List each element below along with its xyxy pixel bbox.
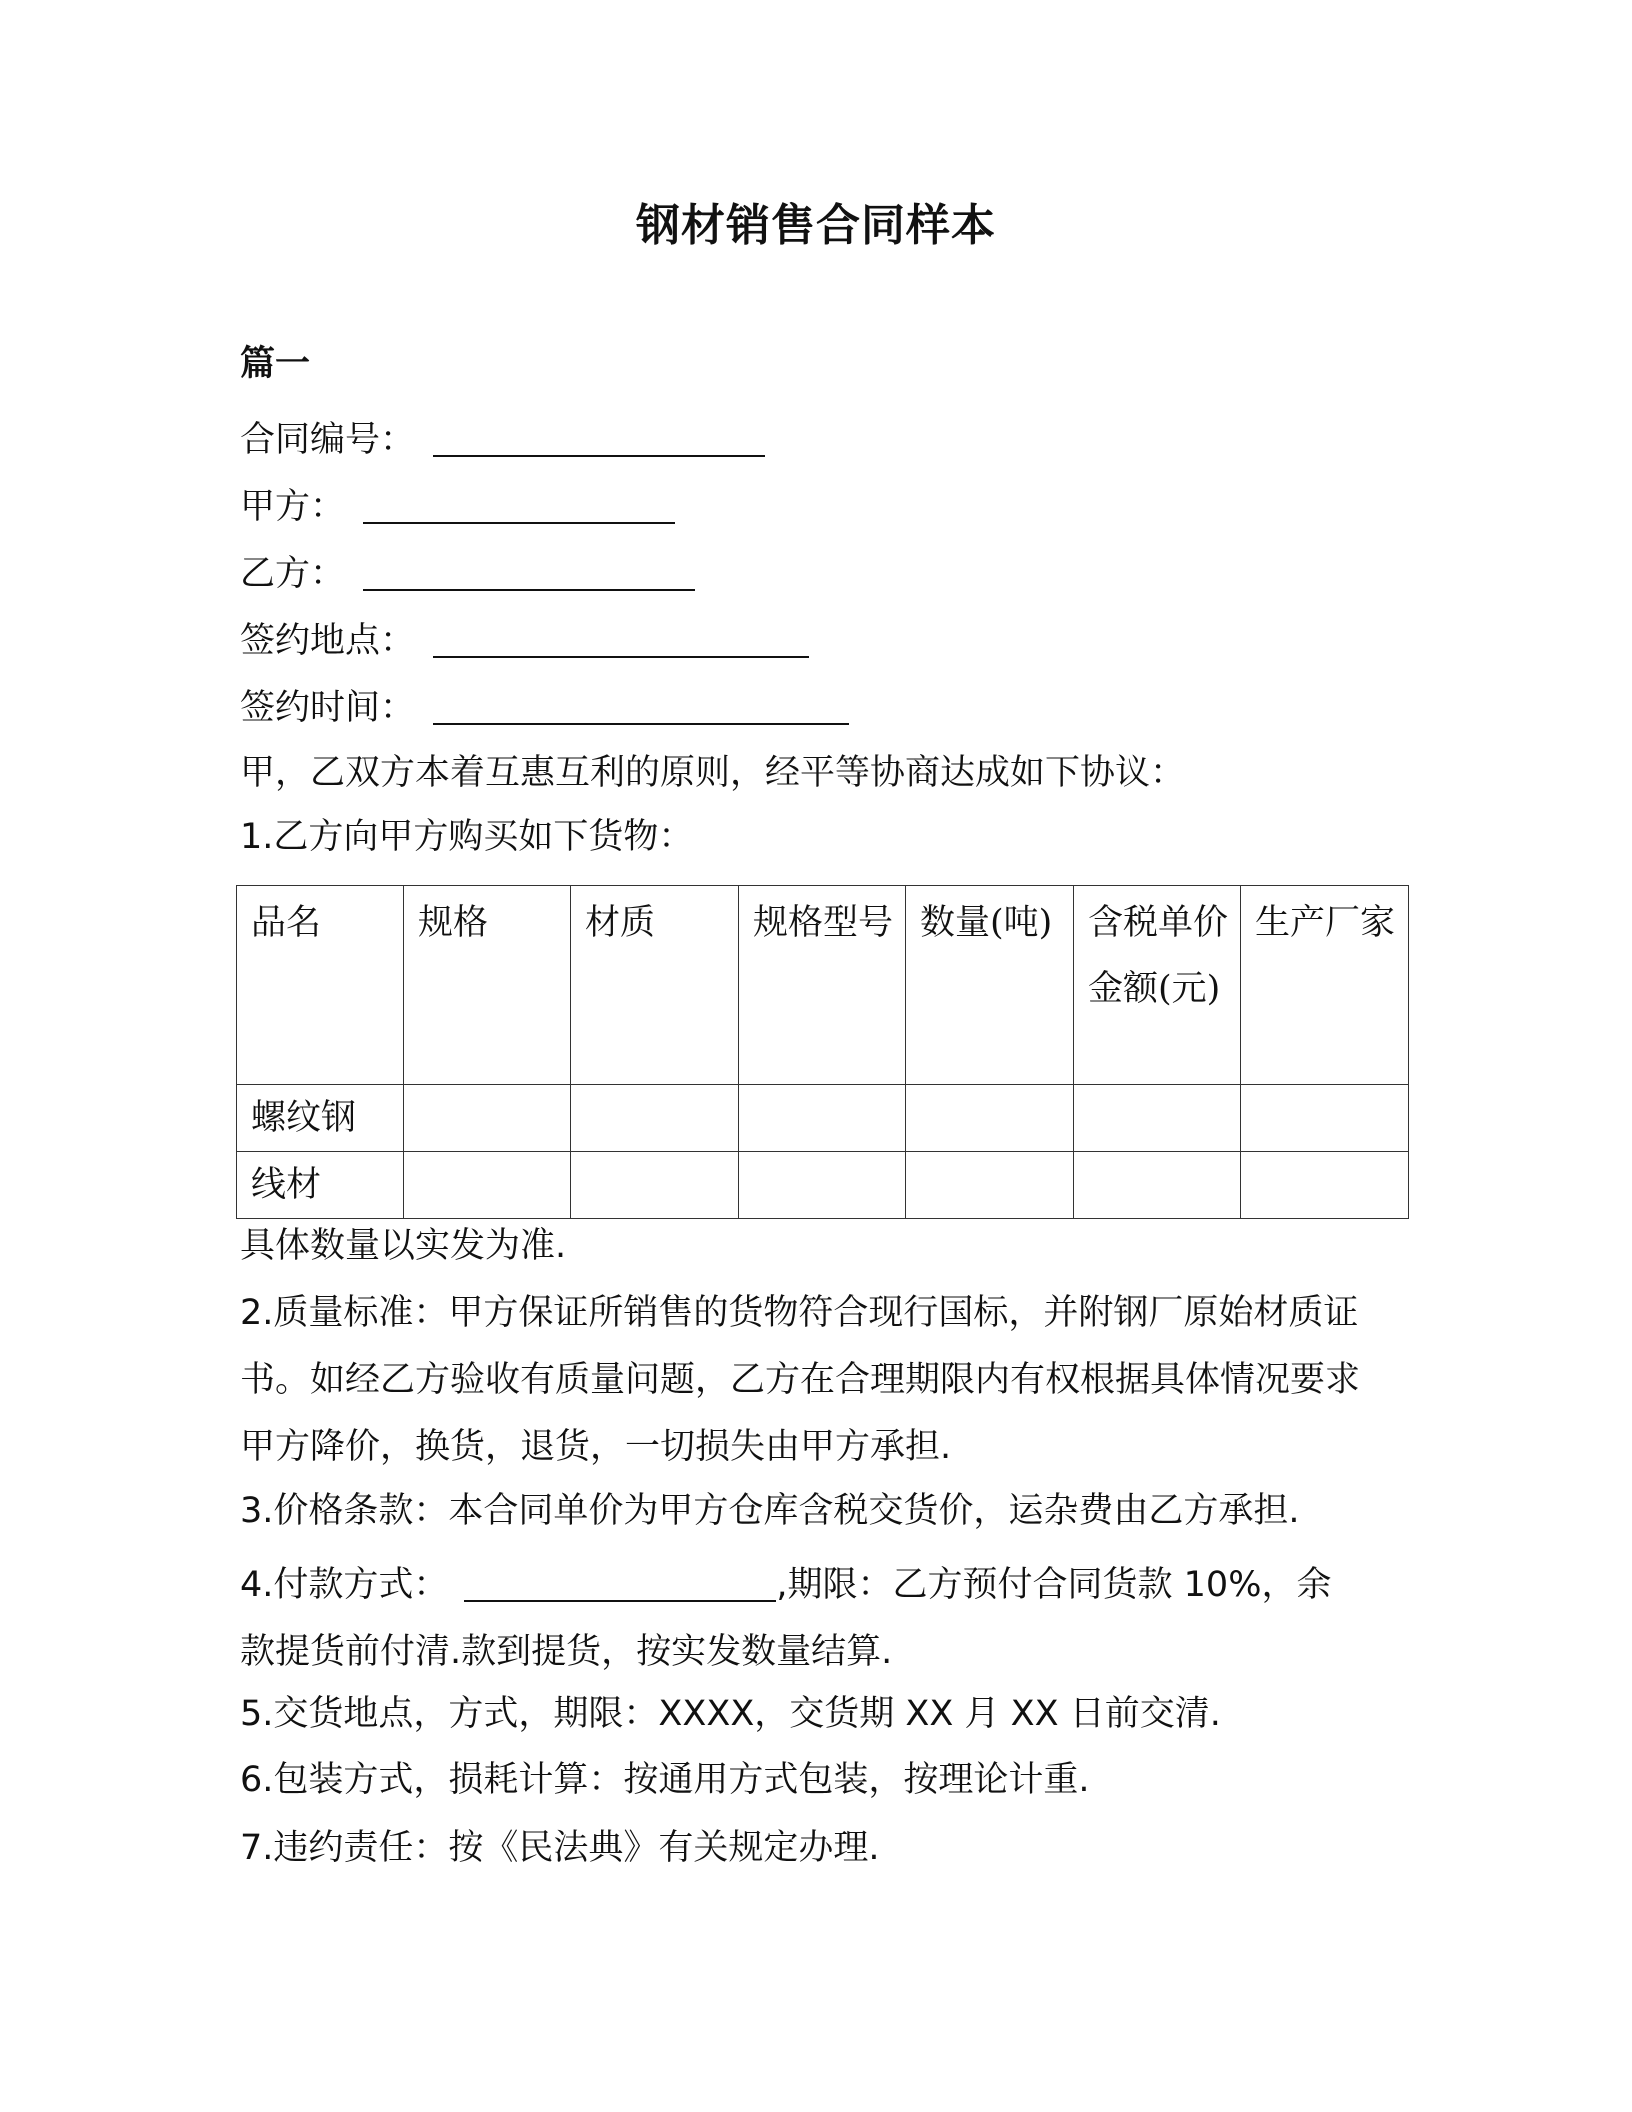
clause-5: 5.交货地点，方式，期限：XXXX，交货期 XX 月 XX 日前交清. xyxy=(240,1694,1221,1734)
clause-4 xyxy=(240,1552,1360,1686)
table-header-cell: 品名 xyxy=(237,886,404,1085)
sign-time-row xyxy=(240,684,849,732)
payment-method-blank xyxy=(464,1564,776,1602)
table-header-cell: 数量(吨) xyxy=(906,886,1074,1085)
table-row xyxy=(237,1085,1409,1152)
clause-1: 1.乙方向甲方购买如下货物： xyxy=(240,817,694,857)
table-cell xyxy=(906,1152,1074,1219)
table-cell: 螺纹钢 xyxy=(237,1085,404,1152)
table-cell xyxy=(1241,1085,1409,1152)
clause-6: 6.包装方式，损耗计算：按通用方式包装，按理论计重. xyxy=(240,1760,1090,1800)
table-cell: 线材 xyxy=(237,1152,404,1219)
table-header-cell: 规格 xyxy=(404,886,571,1085)
section-heading: 篇一 xyxy=(240,344,311,384)
clause-2: 2.质量标准：甲方保证所销售的货物符合现行国标，并附钢厂原始材质证书。如经乙方验收有质量问题，乙方在合理期限内有权根据具体情况要求甲方降价，换货，退货，一切损失由甲方承担. xyxy=(240,1293,1361,1467)
clause-3: 3.价格条款：本合同单价为甲方仓库含税交货价，运杂费由乙方承担. xyxy=(240,1491,1300,1531)
table-cell xyxy=(739,1152,906,1219)
party-a-blank xyxy=(363,486,675,524)
goods-table xyxy=(236,885,1409,1219)
sign-place-row xyxy=(240,617,809,665)
party-b-blank xyxy=(363,553,695,591)
contract-number-row xyxy=(240,416,765,464)
party-a-row xyxy=(240,483,675,531)
clause-4-prefix: 4.付款方式： xyxy=(240,1565,449,1605)
table-row xyxy=(237,1152,1409,1219)
table-cell xyxy=(1074,1085,1241,1152)
table-header-cell: 含税单价金额(元) xyxy=(1074,886,1241,1085)
sign-place-label: 签约地点： xyxy=(240,621,416,661)
table-cell xyxy=(1074,1152,1241,1219)
sign-time-blank xyxy=(433,687,849,725)
document-title: 钢材销售合同样本 xyxy=(636,200,996,251)
quantity-note: 具体数量以实发为准. xyxy=(240,1226,567,1266)
table-header-cell: 规格型号 xyxy=(739,886,906,1085)
party-b-row xyxy=(240,550,695,598)
table-cell xyxy=(404,1085,571,1152)
table-cell xyxy=(571,1085,739,1152)
table-cell xyxy=(571,1152,739,1219)
party-b-label: 乙方： xyxy=(240,554,346,594)
clause-7: 7.违约责任：按《民法典》有关规定办理. xyxy=(240,1828,880,1868)
contract-number-label: 合同编号： xyxy=(240,420,416,460)
sign-place-blank xyxy=(433,620,809,658)
table-header-cell: 生产厂家 xyxy=(1241,886,1409,1085)
table-cell xyxy=(739,1085,906,1152)
intro-text: 甲，乙双方本着互惠互利的原则，经平等协商达成如下协议： xyxy=(240,753,1186,793)
contract-number-blank xyxy=(433,419,765,457)
table-cell xyxy=(1241,1152,1409,1219)
clause-4-suffix: ,期限：乙方预付合同货款 10%，余款提货前付清.款到提货，按实发数量结算. xyxy=(240,1565,1332,1672)
table-header-cell: 材质 xyxy=(571,886,739,1085)
table-cell xyxy=(906,1085,1074,1152)
table-header-row xyxy=(237,886,1409,1085)
table-cell xyxy=(404,1152,571,1219)
sign-time-label: 签约时间： xyxy=(240,688,416,728)
party-a-label: 甲方： xyxy=(240,487,346,527)
